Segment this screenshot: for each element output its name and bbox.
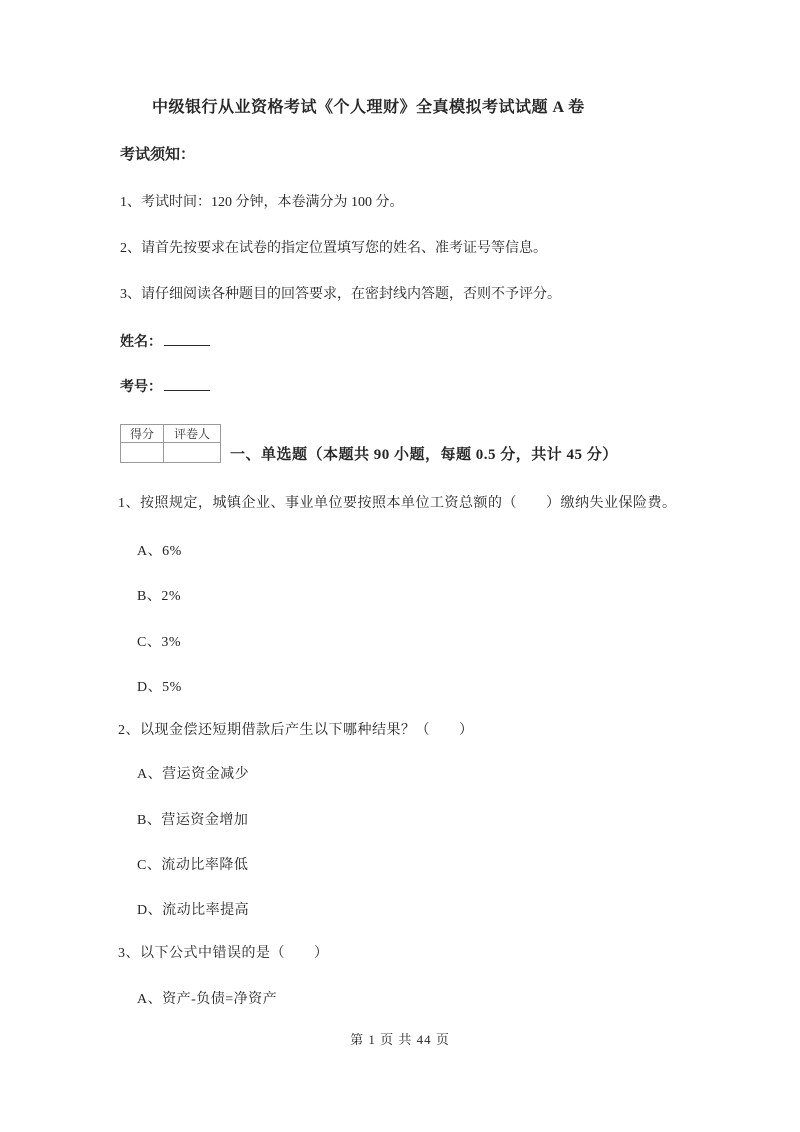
name-blank bbox=[164, 332, 210, 346]
exam-no-label: 考号： bbox=[120, 380, 162, 395]
score-table bbox=[120, 424, 221, 463]
name-label: 姓名： bbox=[120, 335, 162, 350]
notice-item-3: 3、请仔细阅读各种题目的回答要求，在密封线内答题，否则不予评分。 bbox=[120, 287, 561, 302]
exam-no-blank bbox=[164, 377, 210, 391]
question-1-option-d: D、5% bbox=[137, 680, 182, 695]
question-1-option-a: A、6% bbox=[137, 544, 182, 559]
grader-header-cell: 评卷人 bbox=[164, 425, 221, 443]
question-1-text: 1、按照规定，城镇企业、事业单位要按照本单位工资总额的（ ）缴纳失业保险费。 bbox=[118, 496, 677, 511]
score-table-value-row bbox=[121, 443, 221, 463]
question-1-option-b: B、2% bbox=[137, 589, 181, 604]
notice-item-2: 2、请首先按要求在试卷的指定位置填写您的姓名、准考证号等信息。 bbox=[120, 241, 547, 256]
page-title: 中级银行从业资格考试《个人理财》全真模拟考试试题 A 卷 bbox=[152, 99, 585, 116]
score-table-header-row bbox=[121, 425, 221, 443]
exam-no-row bbox=[120, 377, 210, 397]
page-number-footer: 第 1 页 共 44 页 bbox=[350, 1032, 450, 1047]
question-2-option-a: A、营运资金减少 bbox=[137, 767, 250, 782]
question-1-option-c: C、3% bbox=[137, 635, 181, 650]
question-2-text: 2、以现金偿还短期借款后产生以下哪种结果？（ ） bbox=[118, 723, 474, 738]
score-header-cell: 得分 bbox=[121, 425, 164, 443]
question-2-option-c: C、流动比率降低 bbox=[137, 858, 249, 873]
notice-heading: 考试须知： bbox=[120, 147, 196, 163]
question-2-option-d: D、流动比率提高 bbox=[137, 903, 250, 918]
name-row bbox=[120, 332, 210, 352]
question-3-text: 3、以下公式中错误的是（ ） bbox=[118, 946, 329, 961]
grader-value-cell bbox=[164, 443, 221, 463]
score-value-cell bbox=[121, 443, 164, 463]
notice-item-1: 1、考试时间：120 分钟，本卷满分为 100 分。 bbox=[120, 195, 404, 210]
question-2-option-b: B、营运资金增加 bbox=[137, 813, 249, 828]
question-3-option-a: A、资产-负债=净资产 bbox=[137, 992, 278, 1007]
section-heading: 一、单选题（本题共 90 小题，每题 0.5 分，共计 45 分） bbox=[230, 447, 618, 463]
